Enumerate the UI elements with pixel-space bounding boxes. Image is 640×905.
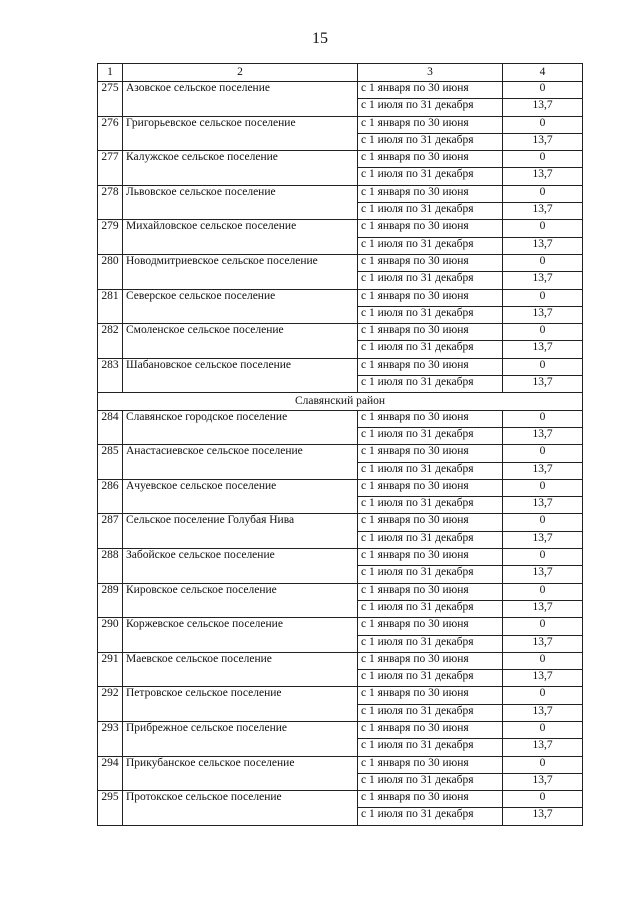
settlement-name: Анастасиевское сельское поселение: [123, 445, 358, 480]
value-cell: 13,7: [503, 704, 583, 721]
value-cell: 13,7: [503, 531, 583, 548]
period-cell: с 1 января по 30 июня: [358, 410, 503, 427]
table-row: [98, 289, 583, 306]
settlement-name: Кировское сельское поселение: [123, 583, 358, 618]
header-row: [98, 64, 583, 82]
value-cell: 13,7: [503, 635, 583, 652]
table-row: [98, 220, 583, 237]
row-number: 277: [98, 151, 123, 186]
value-cell: 13,7: [503, 566, 583, 583]
table-body: [98, 64, 583, 826]
settlement-name: Прикубанское сельское поселение: [123, 756, 358, 791]
row-number: 295: [98, 791, 123, 826]
period-cell: с 1 января по 30 июня: [358, 116, 503, 133]
period-cell: с 1 июля по 31 декабря: [358, 739, 503, 756]
settlement-name: Сельское поселение Голубая Нива: [123, 514, 358, 549]
value-cell: 0: [503, 652, 583, 669]
value-cell: 0: [503, 185, 583, 202]
value-cell: 13,7: [503, 341, 583, 358]
value-cell: 0: [503, 289, 583, 306]
table-row: [98, 82, 583, 99]
value-cell: 0: [503, 514, 583, 531]
settlement-name: Львовское сельское поселение: [123, 185, 358, 220]
header-cell-1: 1: [98, 64, 123, 82]
row-number: 291: [98, 652, 123, 687]
period-cell: с 1 января по 30 июня: [358, 652, 503, 669]
row-number: 290: [98, 618, 123, 653]
tariff-table: [97, 63, 583, 826]
header-cell-4: 4: [503, 64, 583, 82]
settlement-name: Михайловское сельское поселение: [123, 220, 358, 255]
settlement-name: Григорьевское сельское поселение: [123, 116, 358, 151]
table-row: [98, 185, 583, 202]
row-number: 293: [98, 721, 123, 756]
value-cell: 13,7: [503, 203, 583, 220]
table-row: [98, 756, 583, 773]
value-cell: 0: [503, 687, 583, 704]
table-row: [98, 549, 583, 566]
period-cell: с 1 июля по 31 декабря: [358, 531, 503, 548]
value-cell: 0: [503, 410, 583, 427]
period-cell: с 1 июля по 31 декабря: [358, 497, 503, 514]
period-cell: с 1 июля по 31 декабря: [358, 168, 503, 185]
table-row: [98, 791, 583, 808]
table-row: [98, 514, 583, 531]
period-cell: с 1 июля по 31 декабря: [358, 704, 503, 721]
value-cell: 13,7: [503, 99, 583, 116]
settlement-name: Протокское сельское поселение: [123, 791, 358, 826]
row-number: 285: [98, 445, 123, 480]
period-cell: с 1 января по 30 июня: [358, 185, 503, 202]
table-row: [98, 254, 583, 271]
value-cell: 13,7: [503, 497, 583, 514]
value-cell: 13,7: [503, 773, 583, 790]
table-row: [98, 445, 583, 462]
row-number: 276: [98, 116, 123, 151]
period-cell: с 1 июля по 31 декабря: [358, 133, 503, 150]
value-cell: 0: [503, 618, 583, 635]
row-number: 284: [98, 410, 123, 445]
table-row: [98, 652, 583, 669]
row-number: 281: [98, 289, 123, 324]
table-row: [98, 618, 583, 635]
table-row: [98, 479, 583, 496]
period-cell: с 1 июля по 31 декабря: [358, 376, 503, 393]
table-row: [98, 358, 583, 375]
row-number: 288: [98, 549, 123, 584]
table-row: [98, 687, 583, 704]
period-cell: с 1 июля по 31 декабря: [358, 341, 503, 358]
period-cell: с 1 января по 30 июня: [358, 445, 503, 462]
value-cell: 0: [503, 721, 583, 738]
settlement-name: Петровское сельское поселение: [123, 687, 358, 722]
value-cell: 13,7: [503, 462, 583, 479]
period-cell: с 1 июля по 31 декабря: [358, 566, 503, 583]
table-row: [98, 583, 583, 600]
value-cell: 13,7: [503, 739, 583, 756]
period-cell: с 1 января по 30 июня: [358, 514, 503, 531]
row-number: 278: [98, 185, 123, 220]
value-cell: 0: [503, 583, 583, 600]
settlement-name: Новодмитриевское сельское поселение: [123, 254, 358, 289]
value-cell: 13,7: [503, 670, 583, 687]
value-cell: 0: [503, 756, 583, 773]
settlement-name: Смоленское сельское поселение: [123, 324, 358, 359]
settlement-name: Азовское сельское поселение: [123, 82, 358, 117]
period-cell: с 1 января по 30 июня: [358, 479, 503, 496]
section-row: [98, 393, 583, 410]
value-cell: 0: [503, 479, 583, 496]
settlement-name: Забойское сельское поселение: [123, 549, 358, 584]
value-cell: 13,7: [503, 376, 583, 393]
page-number: 15: [312, 30, 328, 47]
value-cell: 0: [503, 254, 583, 271]
period-cell: с 1 января по 30 июня: [358, 289, 503, 306]
value-cell: 13,7: [503, 272, 583, 289]
row-number: 280: [98, 254, 123, 289]
period-cell: с 1 января по 30 июня: [358, 151, 503, 168]
value-cell: 13,7: [503, 168, 583, 185]
table-row: [98, 151, 583, 168]
period-cell: с 1 июля по 31 декабря: [358, 462, 503, 479]
period-cell: с 1 января по 30 июня: [358, 721, 503, 738]
row-number: 282: [98, 324, 123, 359]
row-number: 283: [98, 358, 123, 393]
period-cell: с 1 июля по 31 декабря: [358, 237, 503, 254]
header-cell-3: 3: [358, 64, 503, 82]
period-cell: с 1 января по 30 июня: [358, 324, 503, 341]
value-cell: 0: [503, 791, 583, 808]
period-cell: с 1 июля по 31 декабря: [358, 808, 503, 825]
settlement-name: Маевское сельское поселение: [123, 652, 358, 687]
value-cell: 13,7: [503, 306, 583, 323]
row-number: 294: [98, 756, 123, 791]
period-cell: с 1 января по 30 июня: [358, 82, 503, 99]
period-cell: с 1 января по 30 июня: [358, 583, 503, 600]
table-row: [98, 721, 583, 738]
period-cell: с 1 июля по 31 декабря: [358, 99, 503, 116]
period-cell: с 1 января по 30 июня: [358, 791, 503, 808]
period-cell: с 1 января по 30 июня: [358, 358, 503, 375]
value-cell: 0: [503, 220, 583, 237]
value-cell: 13,7: [503, 133, 583, 150]
period-cell: с 1 января по 30 июня: [358, 220, 503, 237]
period-cell: с 1 июля по 31 декабря: [358, 306, 503, 323]
period-cell: с 1 июля по 31 декабря: [358, 272, 503, 289]
value-cell: 0: [503, 116, 583, 133]
settlement-name: Шабановское сельское поселение: [123, 358, 358, 393]
value-cell: 13,7: [503, 600, 583, 617]
period-cell: с 1 января по 30 июня: [358, 756, 503, 773]
row-number: 286: [98, 479, 123, 514]
table-row: [98, 410, 583, 427]
header-cell-2: 2: [123, 64, 358, 82]
settlement-name: Северское сельское поселение: [123, 289, 358, 324]
table-row: [98, 324, 583, 341]
value-cell: 0: [503, 445, 583, 462]
period-cell: с 1 января по 30 июня: [358, 549, 503, 566]
period-cell: с 1 января по 30 июня: [358, 618, 503, 635]
settlement-name: Ачуевское сельское поселение: [123, 479, 358, 514]
value-cell: 0: [503, 324, 583, 341]
period-cell: с 1 января по 30 июня: [358, 254, 503, 271]
period-cell: с 1 июля по 31 декабря: [358, 203, 503, 220]
value-cell: 0: [503, 358, 583, 375]
value-cell: 13,7: [503, 808, 583, 825]
period-cell: с 1 июля по 31 декабря: [358, 427, 503, 444]
value-cell: 0: [503, 82, 583, 99]
settlement-name: Калужское сельское поселение: [123, 151, 358, 186]
row-number: 292: [98, 687, 123, 722]
value-cell: 0: [503, 151, 583, 168]
value-cell: 13,7: [503, 427, 583, 444]
row-number: 287: [98, 514, 123, 549]
value-cell: 0: [503, 549, 583, 566]
settlement-name: Коржевское сельское поселение: [123, 618, 358, 653]
period-cell: с 1 января по 30 июня: [358, 687, 503, 704]
period-cell: с 1 июля по 31 декабря: [358, 635, 503, 652]
period-cell: с 1 июля по 31 декабря: [358, 600, 503, 617]
settlement-name: Славянское городское поселение: [123, 410, 358, 445]
table-row: [98, 116, 583, 133]
value-cell: 13,7: [503, 237, 583, 254]
period-cell: с 1 июля по 31 декабря: [358, 773, 503, 790]
section-title: Славянский район: [98, 393, 583, 410]
settlement-name: Прибрежное сельское поселение: [123, 721, 358, 756]
row-number: 275: [98, 82, 123, 117]
row-number: 279: [98, 220, 123, 255]
row-number: 289: [98, 583, 123, 618]
period-cell: с 1 июля по 31 декабря: [358, 670, 503, 687]
